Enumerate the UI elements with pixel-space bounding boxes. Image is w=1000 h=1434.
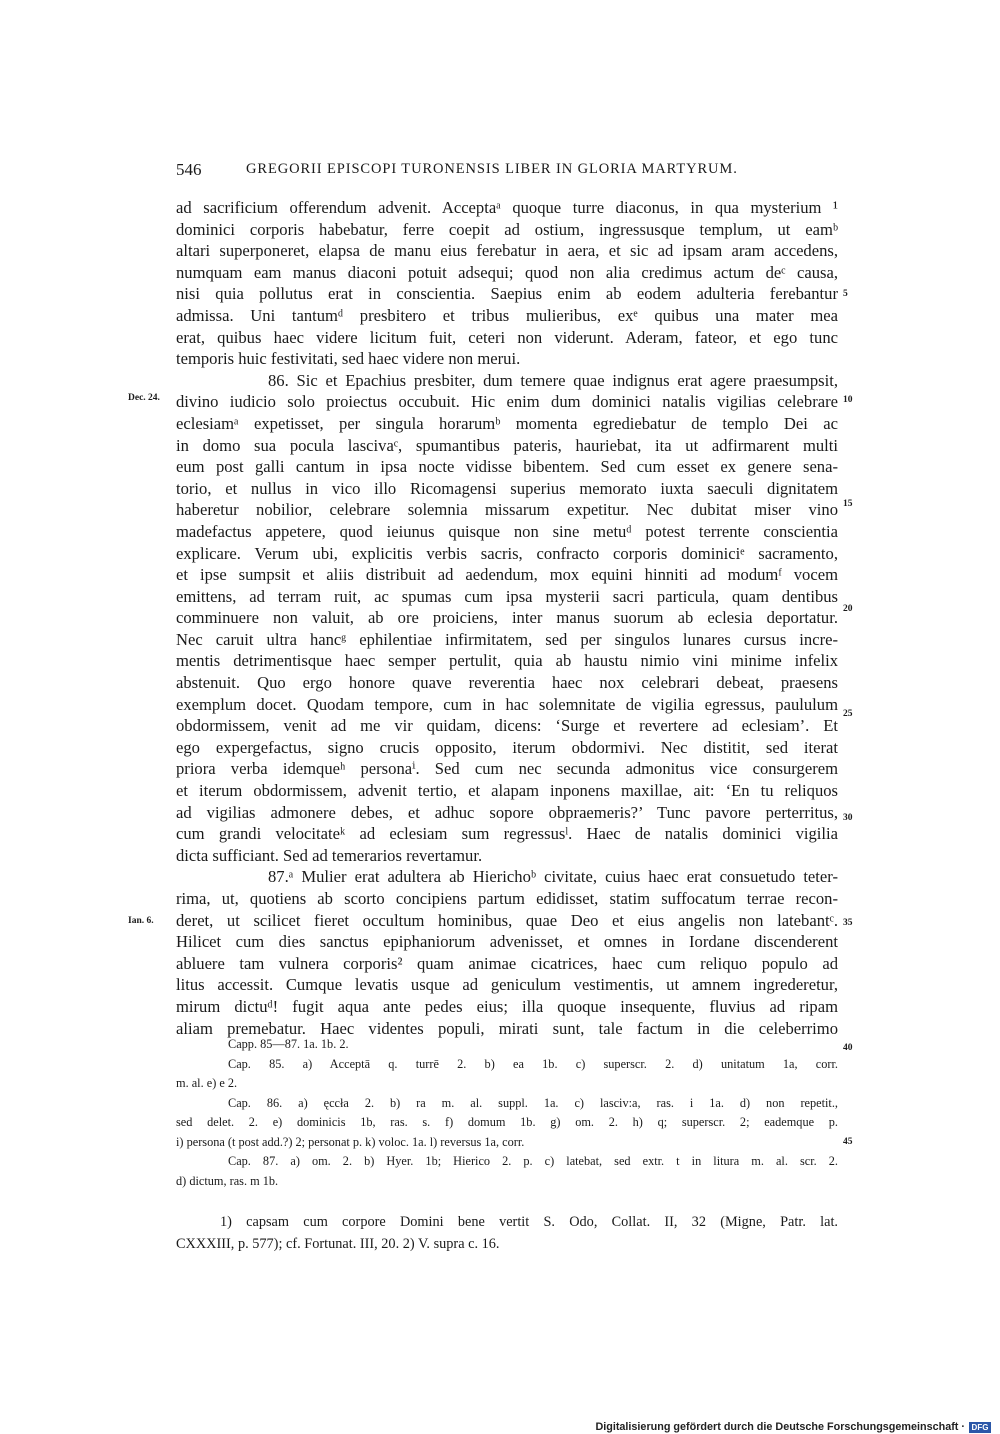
text-line: aliam premebatur. Haec videntes populi, mirati sunt, tale factum in die celeberrimo (176, 1018, 838, 1038)
text-line: admissa. Uni tantumᵈ presbitero et tribus mulieribus, exᵉ quibus una mater mea (176, 305, 838, 325)
apparatus-line: d) dictum, ras. m 1b. (176, 1173, 279, 1188)
critical-apparatus (176, 1035, 838, 1191)
text-line: ad sacrificium offerendum advenit. Acceptaᵃ quoque turre diaconus, in qua mysterium ¹ (176, 198, 838, 217)
apparatus-line: i) persona (t post add.?) 2; personat p. k) voloc. 1a. l) reversus 1a, corr. (176, 1134, 525, 1149)
text-line: explicare. Verum ubi, explicitis verbis sacris, confracto corporis dominiciᵉ sacramento, (176, 543, 838, 563)
text-line: deret, ut scilicet fieret occultum hominibus, quae Deo et eius angelis non latebantᶜ. (176, 910, 838, 930)
text-line: obdormissem, venit ad me vir quidam, dicens: ‘Surge et revertere ad eclesiam’. Et (176, 716, 838, 736)
text-line: divino iudicio solo proiectus occubuit. Hic enim dum dominici natalis vigilias celebrare (176, 392, 838, 412)
apparatus-line: Cap. 85. a) Acceptā q. turrē 2. b) ea 1b. c) superscr. 2. d) unitatum 1a, corr. (228, 1056, 838, 1071)
text-line: torio, et nullus in vico illo Ricomagensi superius memorato iuxta saeculi dignitatem (176, 478, 838, 498)
apparatus-line: sed delet. 2. e) dominicis 1b, ras. s. f) domum 1b. g) om. 2. h) q; superscr. 2; eademque p. (176, 1115, 838, 1129)
line-number-35: 35 (843, 918, 853, 928)
margin-date-dec24: Dec. 24. (128, 393, 160, 403)
apparatus-line: m. al. e) e 2. (176, 1076, 238, 1090)
text-line: ego expergefactus, signo crucis opposito, iterum obdormivi. Nec distitit, sed iterat (176, 737, 838, 757)
text-line: eclesiamᵃ expetisset, per singula horarumᵇ momenta egrediebatur de templo Dei ac (176, 413, 838, 433)
dfg-logo-icon: DFG (969, 1422, 991, 1433)
footnote-line: CXXXIII, p. 577); cf. Fortunat. III, 20. 2) V. supra c. 16. (176, 1236, 500, 1252)
text-line: eum post galli cantum in ipsa nocte vidisse bibentem. Sed cum esset ex genere sena- (176, 457, 838, 477)
text-line: exemplum docet. Quodam tempore, cum in hac solemnitate de vigilia egressus, paululum (176, 694, 838, 714)
chapter-86-start: 86. Sic et Epachius presbiter, dum temere quae indignus erat agere praesumpsit, (268, 370, 838, 390)
text-line: rima, ut, quotiens ab scorto concipiens partum edidisset, statim suffocatum terrae recon- (176, 889, 838, 908)
line-number-5: 5 (843, 289, 848, 299)
text-line: in domo sua pocula lascivaᶜ, spumantibus pateris, hauriebat, ita ut adfirmarent multi (176, 435, 838, 455)
text-line: et ipse sumpsit et aliis distribuit ad aedendum, mox equini hinniti ad modumᶠ vocem (176, 565, 838, 585)
text-line: dominici corporis habebatur, ferre coepit ad ostium, ingressusque templum, ut eamᵇ (176, 219, 838, 239)
text-line: Nec caruit ultra hancᵍ ephilentiae infirmitatem, sed per singulos lunares cursus incre- (176, 629, 838, 649)
line-number-10: 10 (843, 395, 853, 405)
text-line: haberetur nobilior, celebrare solemnia missarum expetitur. Nec dubitat miser vino (176, 500, 838, 520)
text-line: mirum dictuᵈ! fugit aqua ante pedes eius; illa quoque insequente, fluvius ad ripam (176, 996, 838, 1016)
text-line: comminuere non valuit, ab ore proiciens, inter manus suorum ab eclesia deportatur. (176, 608, 838, 628)
apparatus-line: Cap. 86. a) ęccła 2. b) ra m. al. suppl. 1a. c) lasciv:a, ras. i 1a. d) non repetit., (228, 1095, 838, 1110)
text-line: dicta sufficiant. Sed ad temerarios revertamur. (176, 845, 483, 865)
line-number-15: 15 (843, 499, 853, 509)
text-line: erat, quibus haec videre licitum fuit, ceteri non viderunt. Aderam, fateor, et ego tunc (176, 327, 838, 347)
line-number-25: 25 (843, 709, 853, 719)
line-number-20: 20 (843, 604, 853, 614)
text-line: numquam eam manus diaconi potuit adsequi; quod non alia credimus actum deᶜ causa, (176, 262, 838, 282)
text-line: mentis detrimentisque haec semper pertulit, quia ab haustu nimio vini minime infelix (176, 651, 838, 671)
footnotes (176, 1211, 838, 1255)
text-line: madefactus appetere, quod ieiunus quisque non sine metuᵈ potest terrente conscientia (176, 521, 838, 541)
text-line: abluere tam vulnera corporis² quam animae cicatrices, haec cum reliquo populo ad (176, 953, 838, 973)
text-line: et iterum obdormissem, advenit tertio, et alapam inponens maxillae, ait: ‘En tu reliquos (176, 781, 838, 801)
running-header (176, 160, 836, 182)
text-line: emittens, ad terram ruit, ac spumas cum ipsa mysterii sacri particula, quam dentibus (176, 586, 838, 606)
chapter-87-start: 87.ᵃ Mulier erat adultera ab Hierichoᵇ civitate, cuius haec erat consuetudo teter- (268, 867, 838, 887)
credit-text: Digitalisierung gefördert durch die Deutsche Forschungsgemeinschaft · (595, 1421, 965, 1433)
digitization-credit (595, 1421, 991, 1434)
line-number-40: 40 (843, 1043, 853, 1053)
text-line: cum grandi velocitateᵏ ad eclesiam sum regressusˡ. Haec de natalis dominici vigilia (176, 824, 838, 844)
running-title: GREGORII EPISCOPI TURONENSIS LIBER IN GLORIA MARTYRUM. (246, 161, 738, 177)
margin-date-ian6: Ian. 6. (128, 916, 154, 926)
text-line: ad vigilias admonere debes, et adhuc sopore obpraemeris?’ Tunc pavore perterritus, (176, 802, 838, 822)
line-number-45: 45 (843, 1137, 853, 1147)
apparatus-line: Capp. 85—87. 1a. 1b. 2. (228, 1037, 349, 1051)
text-line: abstenuit. Quo ergo honore quave reverentia haec nox celebrari debeat, praesens (176, 673, 838, 693)
text-line: nisi quia pollutus erat in conscientia. Saepius enim ab eodem adulteria ferebantur (176, 284, 838, 304)
line-number-30: 30 (843, 813, 853, 823)
footnote-line: 1) capsam cum corpore Domini bene vertit S. Odo, Collat. II, 32 (Migne, Patr. lat. (220, 1214, 838, 1230)
page-number: 546 (176, 160, 202, 179)
text-line: altari superponeret, elapsa de manu eius ferebatur in aera, et sic ad ipsam aram accedens, (176, 241, 838, 261)
text-line: litus accessit. Cumque levatis usque ad geniculum vestimentis, ut amnem ingrederetur, (176, 975, 838, 995)
apparatus-line: Cap. 87. a) om. 2. b) Hyer. 1b; Hierico 2. p. c) latebat, sed extr. t in litura m. al. scr. 2. (228, 1154, 838, 1168)
main-text (176, 197, 838, 1039)
text-line: Hilicet cum dies sanctus epiphaniorum advenisset, et omnes in Iordane discenderent (176, 932, 838, 952)
text-line: temporis huic festivitati, sed haec videre non merui. (176, 349, 521, 369)
text-line: priora verba idemqueʰ personaⁱ. Sed cum nec secunda admonitus vice consurgerem (176, 759, 838, 779)
